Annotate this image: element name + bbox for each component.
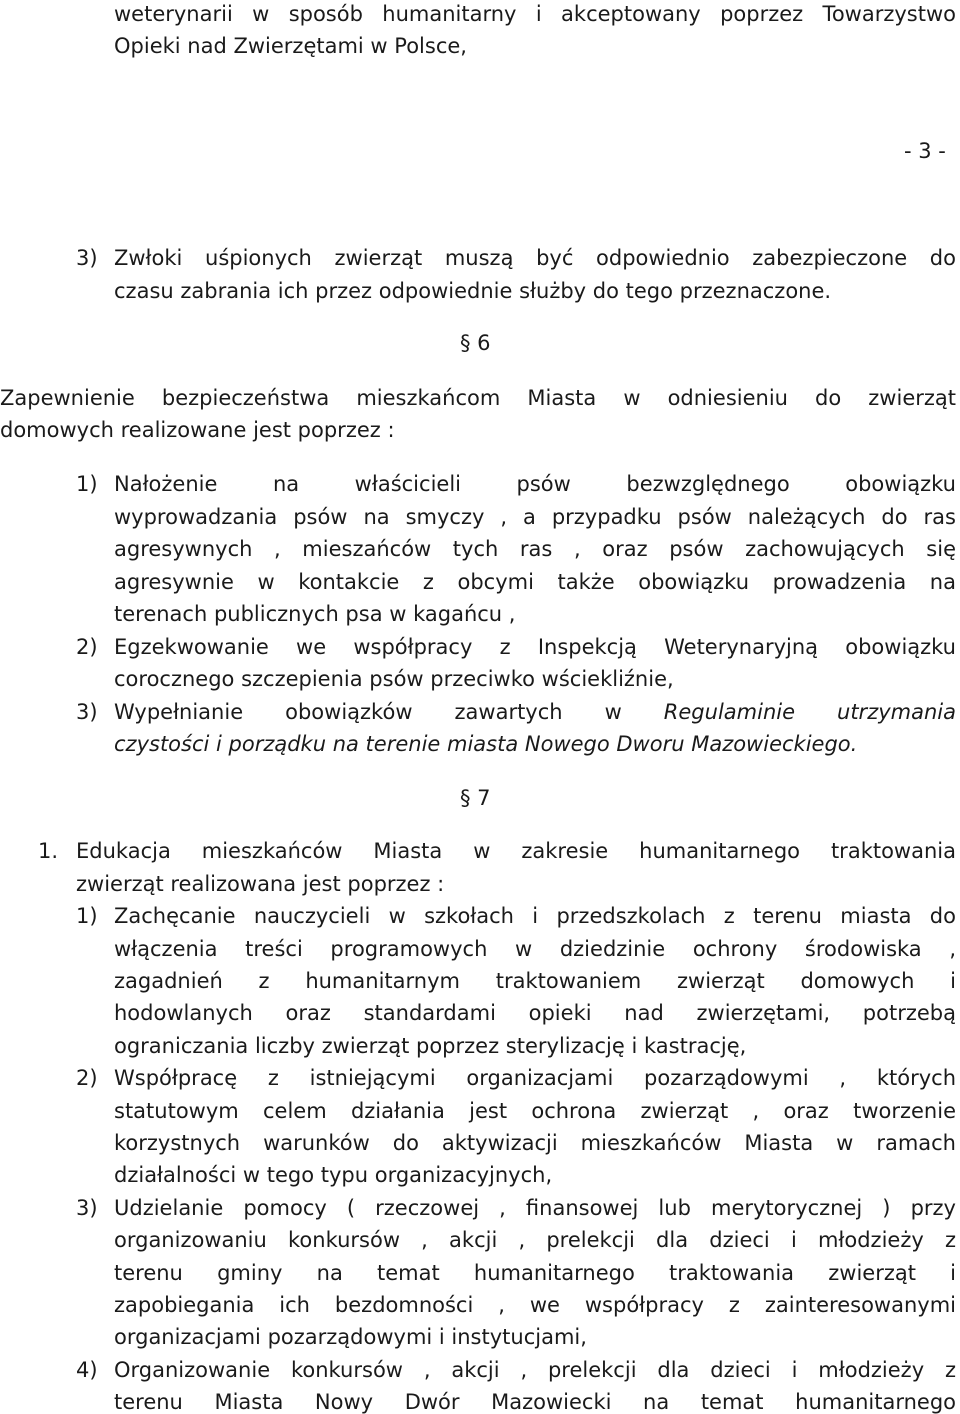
list-item-text: ograniczania liczby zwierząt poprzez sterylizację i kastrację, <box>114 1034 747 1058</box>
list-item-number: 2) <box>76 635 98 659</box>
list-item-text: terenu Miasta Nowy Dwór Mazowiecki na temat humanitarnego <box>114 1390 956 1414</box>
list-item-text: terenu gminy na temat humanitarnego traktowania zwierząt i <box>114 1261 956 1285</box>
list-item-text: Współpracę z istniejącymi organizacjami pozarządowymi , których <box>114 1066 956 1090</box>
section-marker: § 6 <box>460 331 491 355</box>
list-item-text: czasu zabrania ich przez odpowiednie służby do tego przeznaczone. <box>114 279 832 303</box>
list-item-text: corocznego szczepienia psów przeciwko wściekliźnie, <box>114 667 674 691</box>
section-intro: domowych realizowane jest poprzez : <box>0 418 395 442</box>
list-item-text-lead: Wypełnianie obowiązków zawartych w <box>114 700 664 724</box>
list-item-text: korzystnych warunków do aktywizacji mieszkańców Miasta w ramach <box>114 1131 956 1155</box>
list-item-text: agresywnych , mieszańców tych ras , oraz psów zachowujących się <box>114 537 956 561</box>
point-text: Edukacja mieszkańców Miasta w zakresie humanitarnego traktowania <box>76 839 956 863</box>
list-item-text: Egzekwowanie we współpracy z Inspekcją Weterynaryjną obowiązku <box>114 635 956 659</box>
list-item-text: Organizowanie konkursów , akcji , prelekcji dla dzieci i młodzieży z <box>114 1358 956 1382</box>
list-item-text: Zwłoki uśpionych zwierząt muszą być odpowiednio zabezpieczone do <box>114 246 956 270</box>
list-item-text: zapobiegania ich bezdomności , we współpracy z zainteresowanymi <box>114 1293 956 1317</box>
list-item-text: terenach publicznych psa w kagańcu , <box>114 602 516 626</box>
list-item-text: włączenia treści programowych w dziedzinie ochrony środowiska , <box>114 937 956 961</box>
list-item-number: 3) <box>76 246 98 270</box>
list-item-number: 4) <box>76 1358 98 1382</box>
list-item-text <box>114 702 956 723</box>
list-item-text: działalności w tego typu organizacyjnych, <box>114 1163 553 1187</box>
list-item-text: wyprowadzania psów na smyczy , a przypadku psów należących do ras <box>114 505 956 529</box>
continuation-line: weterynarii w sposób humanitarny i akceptowany poprzez Towarzystwo <box>114 2 956 26</box>
regulation-title: Regulaminie utrzymania <box>663 700 956 724</box>
page-number: - 3 - <box>904 139 946 163</box>
list-item-number: 3) <box>76 1196 98 1220</box>
list-item-text: agresywnie w kontakcie z obcymi także obowiązku prowadzenia na <box>114 570 956 594</box>
list-item-text: Nałożenie na właścicieli psów bezwzględnego obowiązku <box>114 472 956 496</box>
list-item-number: 2) <box>76 1066 98 1090</box>
list-item-number: 3) <box>76 700 98 724</box>
regulation-title: czystości i porządku na terenie miasta Nowego Dworu Mazowieckiego. <box>114 732 858 756</box>
point-text: zwierząt realizowana jest poprzez : <box>76 872 445 896</box>
list-item-text: hodowlanych oraz standardami opieki nad zwierzętami, potrzebą <box>114 1001 956 1025</box>
point-number: 1. <box>38 839 59 863</box>
list-item-number: 1) <box>76 472 98 496</box>
list-item-text: Zachęcanie nauczycieli w szkołach i przedszkolach z terenu miasta do <box>114 904 956 928</box>
section-intro: Zapewnienie bezpieczeństwa mieszkańcom Miasta w odniesieniu do zwierząt <box>0 386 956 410</box>
list-item-text: organizowaniu konkursów , akcji , prelekcji dla dzieci i młodzieży z <box>114 1228 956 1252</box>
continuation-line: Opieki nad Zwierzętami w Polsce, <box>114 34 467 58</box>
list-item-text: organizacjami pozarządowymi i instytucjami, <box>114 1325 587 1349</box>
list-item-text: Udzielanie pomocy ( rzeczowej , finansowej lub merytorycznej ) przy <box>114 1196 956 1220</box>
list-item-text: statutowym celem działania jest ochrona zwierząt , oraz tworzenie <box>114 1099 956 1123</box>
section-marker: § 7 <box>460 786 491 810</box>
list-item-number: 1) <box>76 904 98 928</box>
list-item-text: zagadnień z humanitarnym traktowaniem zwierząt domowych i <box>114 969 956 993</box>
